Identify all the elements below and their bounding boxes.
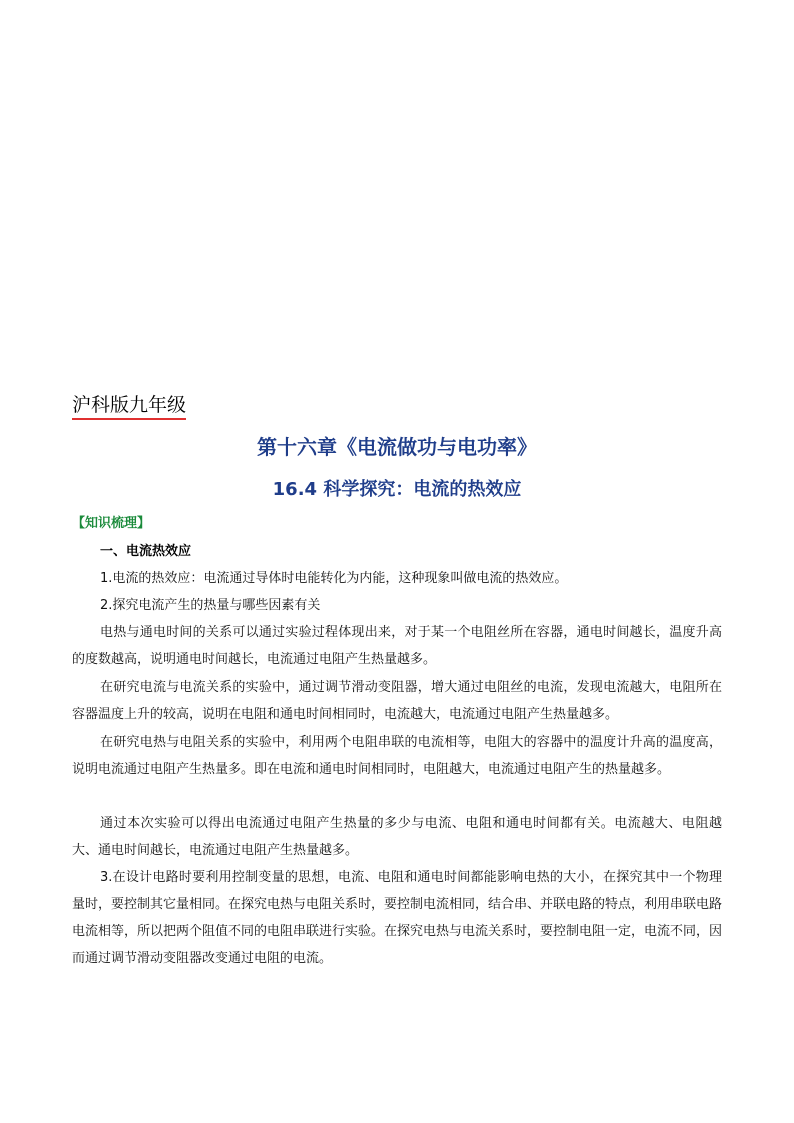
section-heading: 一、电流热效应 [100,544,192,559]
paragraph-1: 1.电流的热效应：电流通过导体时电能转化为内能，这种现象叫做电流的热效应。 [100,571,568,586]
section-title: 16.4 科学探究：电流的热效应 [272,479,522,500]
knowledge-tag: 【知识梳理】 [72,516,151,531]
paragraph-7: 3.在设计电路时要利用控制变量的思想，电流、电阻和通电时间都能影响电热的大小，在探究其中一个物理量时，要控制其它量相同。在探究电热与电阻关系时，要控制电流相同，结合串、并联电路的特点，利用串联电路电流相等，所以把两个阻值不同的电阻串联进行实验。在探究电热与电流关系时，要控制电阻一定，电流不同，因而通过调节滑动变阻器改变通过电阻的电流。 [72,870,723,966]
paragraph-6: 通过本次实验可以得出电流通过电阻产生热量的多少与电流、电阻和通电时间都有关。电流越大、电阻越大、通电时间越长，电流通过电阻产生热量越多。 [72,816,722,858]
paragraph-4: 在研究电流与电流关系的实验中，通过调节滑动变阻器，增大通过电阻丝的电流，发现电流越大，电阻所在容器温度上升的较高，说明在电阻和通电时间相同时，电流越大，电流通过电阻产生热量越多。 [72,680,722,722]
chapter-title: 第十六章《电流做功与电功率》 [257,435,537,459]
paragraph-2: 2.探究电流产生的热量与哪些因素有关 [100,598,321,613]
paragraph-3: 电热与通电时间的关系可以通过实验过程体现出来，对于某一个电阻丝所在容器，通电时间越长，温度升高的度数越高，说明通电时间越长，电流通过电阻产生热量越多。 [72,625,722,667]
grade-label: 沪科版九年级 [72,393,186,420]
paragraph-5: 在研究电热与电阻关系的实验中，利用两个电阻串联的电流相等，电阻大的容器中的温度计升高的温度高，说明电流通过电阻产生热量多。即在电流和通电时间相同时，电阻越大，电流通过电阻产生的热量越多。 [72,735,722,777]
